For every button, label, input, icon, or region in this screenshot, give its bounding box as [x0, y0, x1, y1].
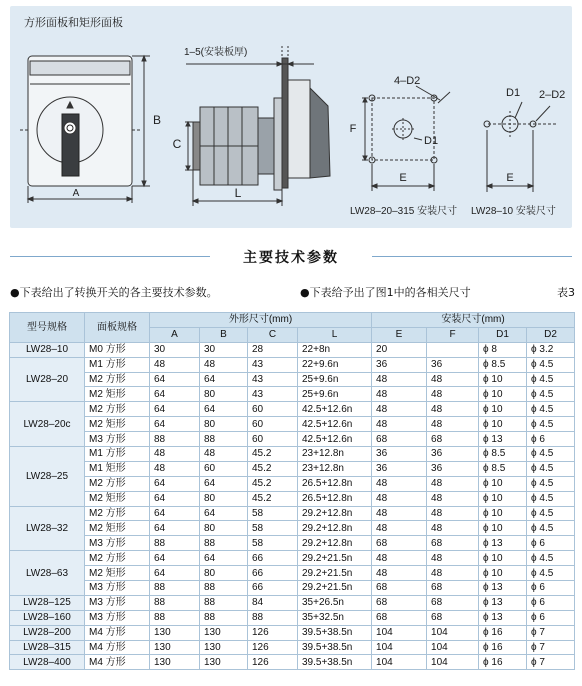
b-cell: 80 — [200, 566, 248, 581]
table-row — [10, 566, 575, 581]
table-header — [10, 313, 575, 343]
b-cell: 64 — [200, 551, 248, 566]
d2-cell: ϕ 4.5 — [527, 417, 575, 432]
f-cell: 48 — [427, 521, 479, 536]
table-row — [10, 372, 575, 387]
header-c: C — [248, 327, 298, 342]
a-cell: 88 — [150, 610, 200, 625]
a-cell: 64 — [150, 402, 200, 417]
c-cell: 66 — [248, 551, 298, 566]
a-cell: 64 — [150, 372, 200, 387]
model-cell: LW28–125 — [10, 595, 85, 610]
a-cell: 64 — [150, 417, 200, 432]
f-cell: 68 — [427, 595, 479, 610]
e-cell: 36 — [372, 447, 427, 462]
header-b: B — [200, 327, 248, 342]
c-cell: 126 — [248, 625, 298, 640]
b-cell: 60 — [200, 461, 248, 476]
panel-cell: M3 方形 — [85, 536, 150, 551]
table-row — [10, 625, 575, 640]
panel-cell: M1 矩形 — [85, 461, 150, 476]
thickness-label: 1–5(安装板厚) — [184, 47, 248, 58]
f-cell: 104 — [427, 640, 479, 655]
caption-10: LW28–10 安装尺寸 — [471, 206, 556, 217]
f-cell: 36 — [427, 447, 479, 462]
f-cell: 104 — [427, 655, 479, 670]
c-cell: 66 — [248, 581, 298, 596]
a-cell: 64 — [150, 551, 200, 566]
b-cell: 130 — [200, 655, 248, 670]
d1-cell: ϕ 8.5 — [479, 461, 527, 476]
panel-cell: M2 方形 — [85, 506, 150, 521]
header-d1: D1 — [479, 327, 527, 342]
d1-cell: ϕ 13 — [479, 581, 527, 596]
c-cell: 84 — [248, 595, 298, 610]
e-cell: 20 — [372, 342, 427, 357]
f-cell: 48 — [427, 491, 479, 506]
section-title-text: 主要技术参数 — [243, 250, 339, 266]
panel-cell: M2 矩形 — [85, 417, 150, 432]
table-row — [10, 387, 575, 402]
d2-cell: ϕ 4.5 — [527, 357, 575, 372]
model-cell: LW28–400 — [10, 655, 85, 670]
d1-cell: ϕ 16 — [479, 625, 527, 640]
f-cell: 48 — [427, 476, 479, 491]
d2-cell: ϕ 6 — [527, 610, 575, 625]
b-cell: 30 — [200, 342, 248, 357]
dim-d1-label-315: D1 — [424, 135, 439, 147]
a-cell: 48 — [150, 461, 200, 476]
d1-cell: ϕ 13 — [479, 610, 527, 625]
b-cell: 64 — [200, 506, 248, 521]
f-cell: 68 — [427, 536, 479, 551]
panel-cell: M2 方形 — [85, 402, 150, 417]
dim-f-label: F — [349, 123, 357, 135]
e-cell: 48 — [372, 521, 427, 536]
b-cell: 80 — [200, 417, 248, 432]
b-cell: 64 — [200, 402, 248, 417]
header-e: E — [372, 327, 427, 342]
f-cell: 48 — [427, 566, 479, 581]
model-cell: LW28–20c — [10, 402, 85, 447]
switch-side-view — [185, 46, 330, 206]
header-install: 安装尺寸(mm) — [372, 313, 575, 328]
d2-cell: ϕ 4.5 — [527, 447, 575, 462]
table-row — [10, 417, 575, 432]
c-cell: 66 — [248, 566, 298, 581]
f-cell: 48 — [427, 551, 479, 566]
e-cell: 68 — [372, 595, 427, 610]
a-cell: 130 — [150, 655, 200, 670]
f-cell — [427, 342, 479, 357]
panel-cell: M2 矩形 — [85, 566, 150, 581]
l-cell: 22+8n — [298, 342, 372, 357]
d1-cell: ϕ 16 — [479, 655, 527, 670]
dim-l-label: L — [234, 186, 242, 200]
l-cell: 39.5+38.5n — [298, 625, 372, 640]
c-cell: 60 — [248, 402, 298, 417]
d2-cell: ϕ 4.5 — [527, 521, 575, 536]
panel-cell: M2 矩形 — [85, 491, 150, 506]
diagram-title: 方形面板和矩形面板 — [24, 16, 123, 29]
c-cell: 43 — [248, 372, 298, 387]
d2-cell: ϕ 4.5 — [527, 551, 575, 566]
model-cell: LW28–160 — [10, 610, 85, 625]
panel-cell: M3 方形 — [85, 432, 150, 447]
spec-table — [9, 312, 575, 670]
l-cell: 25+9.6n — [298, 387, 372, 402]
header-panel: 面板规格 — [85, 313, 150, 343]
c-cell: 60 — [248, 417, 298, 432]
l-cell: 25+9.6n — [298, 372, 372, 387]
dimension-diagram — [10, 6, 572, 228]
a-cell: 30 — [150, 342, 200, 357]
table-row — [10, 506, 575, 521]
diagram-svg — [10, 6, 572, 228]
f-cell: 68 — [427, 581, 479, 596]
panel-cell: M3 方形 — [85, 595, 150, 610]
panel-cell: M2 方形 — [85, 476, 150, 491]
e-cell: 104 — [372, 640, 427, 655]
e-cell: 68 — [372, 581, 427, 596]
l-cell: 39.5+38.5n — [298, 655, 372, 670]
e-cell: 48 — [372, 417, 427, 432]
panel-cell: M4 方形 — [85, 640, 150, 655]
d1-cell: ϕ 8.5 — [479, 357, 527, 372]
e-cell: 68 — [372, 432, 427, 447]
a-cell: 88 — [150, 595, 200, 610]
d2-cell: ϕ 6 — [527, 581, 575, 596]
panel-cell: M4 方形 — [85, 655, 150, 670]
section-title — [0, 243, 582, 269]
c-cell: 45.2 — [248, 476, 298, 491]
d1-cell: ϕ 10 — [479, 506, 527, 521]
d1-cell: ϕ 13 — [479, 536, 527, 551]
d1-cell: ϕ 10 — [479, 476, 527, 491]
table-row — [10, 357, 575, 372]
b-cell: 88 — [200, 581, 248, 596]
d2-cell: ϕ 3.2 — [527, 342, 575, 357]
panel-cell: M3 方形 — [85, 581, 150, 596]
model-cell: LW28–25 — [10, 447, 85, 507]
dim-e-label-315: E — [399, 172, 407, 184]
e-cell: 104 — [372, 655, 427, 670]
model-cell: LW28–200 — [10, 625, 85, 640]
c-cell: 45.2 — [248, 491, 298, 506]
d2-cell: ϕ 7 — [527, 625, 575, 640]
l-cell: 22+9.6n — [298, 357, 372, 372]
b-cell: 80 — [200, 521, 248, 536]
l-cell: 29.2+21.5n — [298, 566, 372, 581]
table-row — [10, 655, 575, 670]
d2-cell: ϕ 4.5 — [527, 372, 575, 387]
e-cell: 68 — [372, 536, 427, 551]
dim-d1-label-10: D1 — [506, 87, 521, 99]
header-l: L — [298, 327, 372, 342]
dim-4d2-label: 4–D2 — [394, 75, 421, 87]
c-cell: 43 — [248, 357, 298, 372]
e-cell: 48 — [372, 506, 427, 521]
b-cell: 130 — [200, 625, 248, 640]
dim-c-label: C — [172, 137, 182, 151]
mounting-10-view — [484, 102, 558, 192]
panel-cell: M2 矩形 — [85, 521, 150, 536]
a-cell: 88 — [150, 581, 200, 596]
d1-cell: ϕ 8 — [479, 342, 527, 357]
header-d2: D2 — [527, 327, 575, 342]
panel-cell: M3 方形 — [85, 610, 150, 625]
l-cell: 35+32.5n — [298, 610, 372, 625]
model-cell: LW28–63 — [10, 551, 85, 596]
b-cell: 130 — [200, 640, 248, 655]
table-row — [10, 536, 575, 551]
c-cell: 28 — [248, 342, 298, 357]
e-cell: 48 — [372, 402, 427, 417]
d1-cell: ϕ 13 — [479, 595, 527, 610]
a-cell: 48 — [150, 447, 200, 462]
b-cell: 80 — [200, 387, 248, 402]
d2-cell: ϕ 6 — [527, 432, 575, 447]
l-cell: 29.2+12.8n — [298, 521, 372, 536]
panel-cell: M2 方形 — [85, 372, 150, 387]
caption-315: LW28–20–315 安装尺寸 — [350, 206, 458, 217]
f-cell: 48 — [427, 506, 479, 521]
table-row — [10, 521, 575, 536]
table-row — [10, 551, 575, 566]
model-cell: LW28–20 — [10, 357, 85, 402]
l-cell: 29.2+21.5n — [298, 581, 372, 596]
e-cell: 48 — [372, 372, 427, 387]
header-a: A — [150, 327, 200, 342]
d1-cell: ϕ 10 — [479, 417, 527, 432]
a-cell: 64 — [150, 387, 200, 402]
table-body — [10, 342, 575, 670]
dim-b-label: B — [152, 113, 162, 127]
l-cell: 26.5+12.8n — [298, 476, 372, 491]
b-cell: 88 — [200, 595, 248, 610]
model-cell: LW28–315 — [10, 640, 85, 655]
l-cell: 39.5+38.5n — [298, 640, 372, 655]
d1-cell: ϕ 10 — [479, 372, 527, 387]
l-cell: 29.2+12.8n — [298, 536, 372, 551]
panel-cell: M2 矩形 — [85, 387, 150, 402]
e-cell: 68 — [372, 610, 427, 625]
table-row — [10, 432, 575, 447]
d2-cell: ϕ 4.5 — [527, 387, 575, 402]
e-cell: 48 — [372, 551, 427, 566]
dim-a-label: A — [72, 188, 80, 199]
table-label: 表3 — [557, 286, 575, 299]
table-row — [10, 595, 575, 610]
e-cell: 48 — [372, 491, 427, 506]
panel-cell: M1 方形 — [85, 447, 150, 462]
e-cell: 48 — [372, 566, 427, 581]
e-cell: 48 — [372, 476, 427, 491]
a-cell: 88 — [150, 432, 200, 447]
header-outline: 外形尺寸(mm) — [150, 313, 372, 328]
b-cell: 48 — [200, 357, 248, 372]
a-cell: 64 — [150, 521, 200, 536]
d1-cell: ϕ 8.5 — [479, 447, 527, 462]
note-right: ●下表给予出了图1中的各相关尺寸 — [300, 286, 471, 299]
table-row — [10, 447, 575, 462]
panel-front-view — [20, 56, 150, 203]
model-cell: LW28–10 — [10, 342, 85, 357]
e-cell: 104 — [372, 625, 427, 640]
panel-cell: M2 方形 — [85, 551, 150, 566]
l-cell: 29.2+21.5n — [298, 551, 372, 566]
table-row — [10, 610, 575, 625]
d1-cell: ϕ 10 — [479, 491, 527, 506]
e-cell: 36 — [372, 461, 427, 476]
d2-cell: ϕ 6 — [527, 595, 575, 610]
d2-cell: ϕ 4.5 — [527, 476, 575, 491]
c-cell: 126 — [248, 640, 298, 655]
table-row — [10, 402, 575, 417]
panel-cell: M4 方形 — [85, 625, 150, 640]
panel-cell: M0 方形 — [85, 342, 150, 357]
f-cell: 68 — [427, 432, 479, 447]
b-cell: 64 — [200, 372, 248, 387]
c-cell: 58 — [248, 521, 298, 536]
c-cell: 43 — [248, 387, 298, 402]
f-cell: 36 — [427, 357, 479, 372]
d1-cell: ϕ 16 — [479, 640, 527, 655]
a-cell: 64 — [150, 491, 200, 506]
l-cell: 29.2+12.8n — [298, 506, 372, 521]
l-cell: 42.5+12.6n — [298, 402, 372, 417]
l-cell: 42.5+12.6n — [298, 432, 372, 447]
c-cell: 45.2 — [248, 461, 298, 476]
d2-cell: ϕ 4.5 — [527, 566, 575, 581]
b-cell: 88 — [200, 536, 248, 551]
c-cell: 58 — [248, 536, 298, 551]
header-f: F — [427, 327, 479, 342]
b-cell: 88 — [200, 610, 248, 625]
a-cell: 130 — [150, 625, 200, 640]
f-cell: 48 — [427, 372, 479, 387]
d2-cell: ϕ 4.5 — [527, 506, 575, 521]
c-cell: 126 — [248, 655, 298, 670]
f-cell: 104 — [427, 625, 479, 640]
f-cell: 48 — [427, 417, 479, 432]
a-cell: 64 — [150, 506, 200, 521]
c-cell: 58 — [248, 506, 298, 521]
d1-cell: ϕ 10 — [479, 521, 527, 536]
c-cell: 88 — [248, 610, 298, 625]
table-row — [10, 640, 575, 655]
model-cell: LW28–32 — [10, 506, 85, 551]
d1-cell: ϕ 10 — [479, 402, 527, 417]
l-cell: 23+12.8n — [298, 447, 372, 462]
b-cell: 80 — [200, 491, 248, 506]
d2-cell: ϕ 4.5 — [527, 461, 575, 476]
l-cell: 23+12.8n — [298, 461, 372, 476]
l-cell: 35+26.5n — [298, 595, 372, 610]
a-cell: 130 — [150, 640, 200, 655]
d1-cell: ϕ 10 — [479, 387, 527, 402]
d2-cell: ϕ 7 — [527, 640, 575, 655]
a-cell: 48 — [150, 357, 200, 372]
b-cell: 88 — [200, 432, 248, 447]
table-row — [10, 581, 575, 596]
f-cell: 48 — [427, 402, 479, 417]
d2-cell: ϕ 7 — [527, 655, 575, 670]
a-cell: 64 — [150, 476, 200, 491]
dim-2d2-label: 2–D2 — [539, 89, 566, 101]
d2-cell: ϕ 6 — [527, 536, 575, 551]
table-row — [10, 491, 575, 506]
header-model: 型号规格 — [10, 313, 85, 343]
note-left: ●下表给出了转换开关的各主要技术参数。 — [10, 286, 218, 299]
l-cell: 42.5+12.6n — [298, 417, 372, 432]
dim-e-label-10: E — [506, 172, 514, 184]
b-cell: 48 — [200, 447, 248, 462]
table-row — [10, 342, 575, 357]
f-cell: 48 — [427, 387, 479, 402]
d2-cell: ϕ 4.5 — [527, 491, 575, 506]
panel-cell: M1 方形 — [85, 357, 150, 372]
c-cell: 45.2 — [248, 447, 298, 462]
table-row — [10, 461, 575, 476]
b-cell: 64 — [200, 476, 248, 491]
a-cell: 64 — [150, 566, 200, 581]
e-cell: 36 — [372, 357, 427, 372]
c-cell: 60 — [248, 432, 298, 447]
a-cell: 88 — [150, 536, 200, 551]
d1-cell: ϕ 10 — [479, 566, 527, 581]
l-cell: 26.5+12.8n — [298, 491, 372, 506]
d1-cell: ϕ 10 — [479, 551, 527, 566]
d1-cell: ϕ 13 — [479, 432, 527, 447]
f-cell: 36 — [427, 461, 479, 476]
f-cell: 68 — [427, 610, 479, 625]
d2-cell: ϕ 4.5 — [527, 402, 575, 417]
e-cell: 48 — [372, 387, 427, 402]
table-row — [10, 476, 575, 491]
